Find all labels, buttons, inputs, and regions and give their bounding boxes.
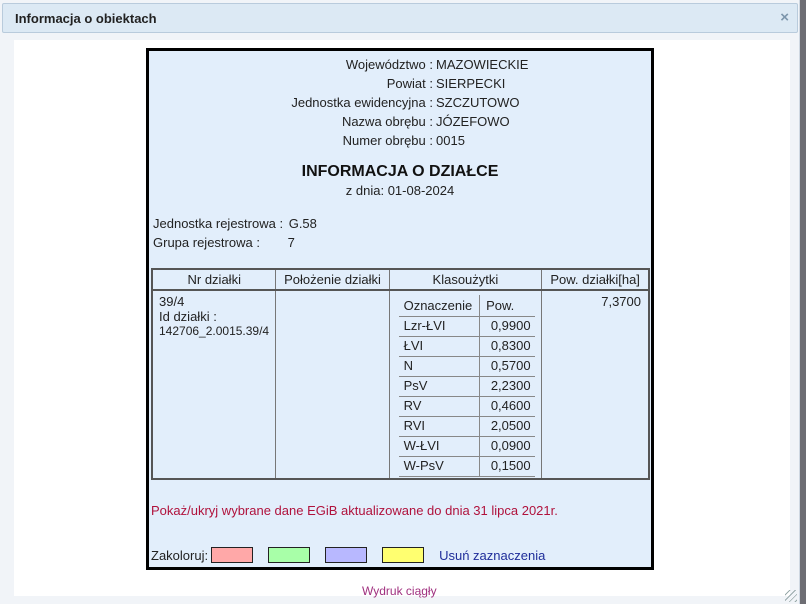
- registry-group-row: [153, 233, 317, 252]
- label: Jednostka ewidencyjna :: [291, 95, 433, 110]
- colorize-label: Zakoloruj:: [151, 547, 209, 563]
- header-row-wojewodztwo: [149, 55, 651, 74]
- clear-selection-link[interactable]: Usuń zaznaczenia: [439, 547, 546, 563]
- color-swatch-green[interactable]: [268, 547, 310, 563]
- land-class-code: W-ŁVI: [399, 436, 480, 456]
- land-class-area: 0,8300: [480, 336, 535, 356]
- land-class-area: 2,2300: [480, 376, 535, 396]
- table-row: [399, 376, 535, 396]
- parcel-number-cell: [152, 290, 276, 479]
- table-row: [399, 356, 535, 376]
- parcel-area-cell: 7,3700: [542, 290, 649, 479]
- land-class-table: [399, 295, 535, 477]
- land-class-area: 0,9900: [480, 316, 535, 336]
- dialog-content: [14, 40, 790, 596]
- value: SIERPECKI: [436, 76, 506, 91]
- parcel-table-header: [152, 269, 649, 290]
- table-row: [399, 436, 535, 456]
- land-class-code: ŁVI: [399, 336, 480, 356]
- header-row-jednostka: [149, 93, 651, 112]
- sheet-date: z dnia: 01-08-2024: [345, 183, 455, 198]
- column-header-klasouzytki: Klasoużytki: [389, 269, 542, 290]
- registry-unit-row: [153, 214, 317, 233]
- land-class-code: RV: [399, 396, 480, 416]
- label: Numer obrębu :: [342, 133, 433, 148]
- egib-toggle-link[interactable]: Pokaż/ukryj wybrane dane EGiB aktualizowane do dnia 31 lipca 2021r.: [151, 503, 558, 518]
- sheet-title: INFORMACJA O DZIAŁCE: [301, 163, 499, 180]
- background-window-edge: [800, 0, 806, 604]
- header-row-powiat: [149, 74, 651, 93]
- land-class-area: 0,0900: [480, 436, 535, 456]
- label: Nazwa obrębu :: [341, 114, 433, 129]
- land-class-code: PsV: [399, 376, 480, 396]
- column-header-polozenie: Położenie działki: [276, 269, 389, 290]
- column-header-pow: Pow.: [480, 295, 535, 316]
- sheet-heading: [149, 163, 651, 198]
- land-class-area: 2,0500: [480, 416, 535, 436]
- land-class-header: [399, 295, 535, 316]
- table-row: [399, 456, 535, 476]
- table-row: [399, 336, 535, 356]
- table-row: [152, 290, 649, 479]
- parcel-info-sheet: [146, 48, 654, 570]
- header-row-nazwa-obrebu: [149, 112, 651, 131]
- land-class-code: Lzr-ŁVI: [399, 316, 480, 336]
- parcel-table: [151, 268, 650, 480]
- header-row-numer-obrebu: [149, 131, 651, 150]
- value: JÓZEFOWO: [436, 114, 510, 129]
- registry-info: [153, 214, 317, 252]
- label: Województwo :: [345, 57, 433, 72]
- registry-unit-value: G.58: [288, 216, 317, 231]
- resize-grip-icon[interactable]: [785, 590, 797, 602]
- land-class-area: 0,1500: [480, 456, 535, 476]
- land-class-area: 0,4600: [480, 396, 535, 416]
- continuous-print-link[interactable]: Wydruk ciągły: [362, 584, 437, 598]
- table-row: [399, 316, 535, 336]
- table-row: [399, 416, 535, 436]
- color-swatch-blue[interactable]: [325, 547, 367, 563]
- parcel-location-cell: [276, 290, 389, 479]
- registry-group-value: 7: [287, 235, 295, 250]
- land-class-cell: [389, 290, 542, 479]
- color-swatch-yellow[interactable]: [382, 547, 424, 563]
- parcel-number: 39/4: [159, 294, 185, 309]
- dialog-title: Informacja o obiektach: [15, 11, 157, 26]
- column-header-nr: Nr działki: [152, 269, 276, 290]
- registry-unit-label: Jednostka rejestrowa :: [153, 216, 284, 231]
- close-icon[interactable]: ×: [780, 9, 789, 26]
- parcel-id-label: Id działki :: [159, 309, 217, 324]
- land-class-area: 0,5700: [480, 356, 535, 376]
- colorize-bar: [151, 547, 545, 563]
- label: Powiat :: [386, 76, 433, 91]
- location-header: [149, 55, 651, 150]
- land-class-code: RVI: [399, 416, 480, 436]
- column-header-pow: Pow. działki[ha]: [542, 269, 649, 290]
- dialog-titlebar[interactable]: [2, 3, 798, 33]
- land-class-code: N: [399, 356, 480, 376]
- land-class-code: W-PsV: [399, 456, 480, 476]
- value: 0015: [436, 133, 465, 148]
- table-row: [399, 396, 535, 416]
- column-header-oznaczenie: Oznaczenie: [399, 295, 480, 316]
- registry-group-label: Grupa rejestrowa :: [153, 235, 260, 250]
- parcel-id-value: 142706_2.0015.39/4: [159, 324, 270, 338]
- color-swatch-red[interactable]: [211, 547, 253, 563]
- value: SZCZUTOWO: [436, 95, 520, 110]
- value: MAZOWIECKIE: [436, 57, 529, 72]
